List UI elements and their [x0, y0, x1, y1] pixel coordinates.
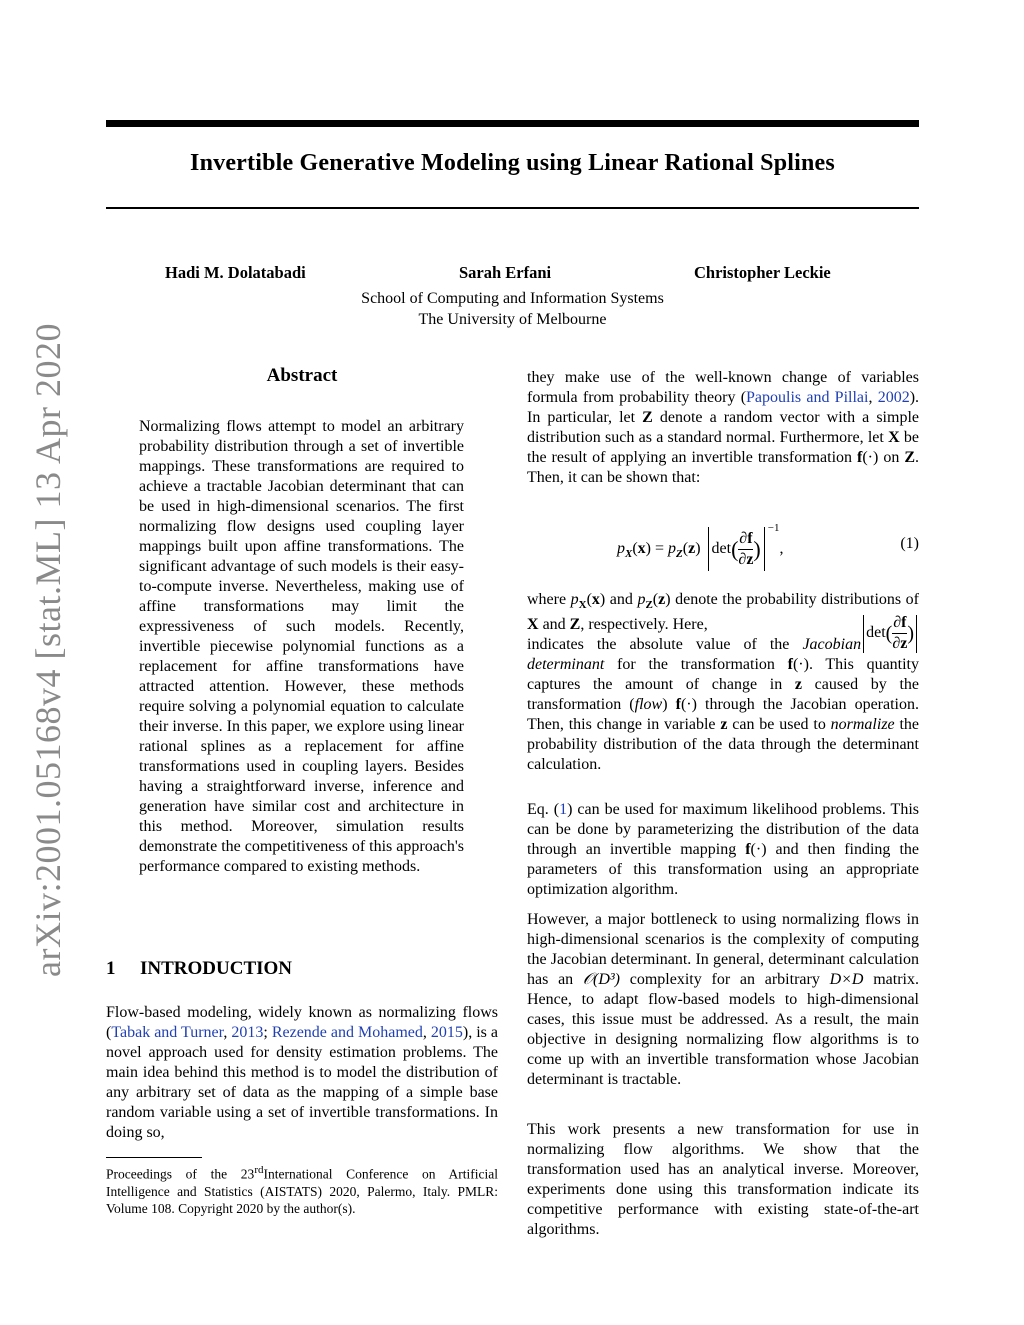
section-heading-introduction [106, 958, 292, 980]
right-paragraph-2: where $p_X(x)$ and $p_Z(z)$ denote the probability distributions of X and Z, respectively. Here, det( $\frac{\partial f}{\partial z}$ ) indicates the absolute value of the Jacobian determinant for the transformation f(·). This quantity captures the amount of change in z caused by the transformation (flow) f(·) through the Jacobian operation. Then, this change in variable z can be used to normalize the probability distribution of the data through the determinant calculation. [527, 591, 920, 774]
citation-year-2002[interactable]: 2002 [877, 389, 910, 406]
title-top-rule [106, 120, 919, 127]
equation-1 [527, 518, 919, 574]
intro-paragraph-1: Flow-based modeling, widely known as normalizing flows (Tabak and Turner, 2013; Rezende and Mohamed, 2015), is a novel approach used for density estimation problems. The main idea behind this method is to model the distribution of any arbitrary set of data as the mapping of a simple base random variable using a set of invertible transformations. In doing so, [106, 1004, 499, 1141]
equation-body: $p_X(x) = p_Z(z)$ det( $\frac{\partial f}{\partial z}$ )$^{-1}$, [617, 522, 783, 571]
footnote-rule [106, 1157, 202, 1158]
affiliation-line-2: The University of Melbourne [418, 311, 607, 328]
right-paragraph-5: This work presents a new transformation for use in normalizing flow algorithms. We show that the transformation used has an analytical inverse. Moreover, experiments done using this transformation indicate its competitive performance with existing state-of-the-art algorithms. [527, 1121, 919, 1238]
author-2: Sarah Erfani [459, 263, 552, 282]
citation-papoulis-pillai[interactable]: Papoulis and Pillai [746, 389, 869, 406]
footnote: Proceedings of the 23rdInternational Conference on Artificial Intelligence and Statistics (AISTATS) 2020, Palermo, Italy. PMLR: Volume 108. Copyright 2020 by the author(s). [106, 1164, 498, 1216]
author-3: Christopher Leckie [694, 263, 831, 282]
paper-title: Invertible Generative Modeling using Linear Rational Splines [190, 150, 835, 176]
author-1: Hadi M. Dolatabadi [165, 263, 306, 282]
abstract-heading: Abstract [266, 365, 338, 386]
section-number: 1 [106, 958, 116, 979]
citation-year-2015[interactable]: 2015 [430, 1024, 463, 1041]
affiliation-line-1: School of Computing and Information Systems [361, 290, 664, 307]
citation-year-2013[interactable]: 2013 [231, 1024, 264, 1041]
right-paragraph-4: However, a major bottleneck to using normalizing flows in high-dimensional scenarios is the complexity of computing the Jacobian determinant. In general, determinant calculation has an 𝒪(D³) complexity for an arbitrary D×D matrix. Hence, to adapt flow-based models to high-dimensional cases, this issue must be addressed. As a result, the main objective in designing normalizing flow algorithms is to come up with an invertible transformation whose Jacobian determinant is tractable. [527, 911, 919, 1088]
right-paragraph-1: they make use of the well-known change of variables formula from probability theory (Papoulis and Pillai, 2002). In particular, let Z denote a random vector with a simple distribution such as a standard normal. Furthermore, let X be the result of applying an invertible transformation f(·) on Z. Then, it can be shown that: [527, 369, 920, 486]
abstract-text: Normalizing flows attempt to model an arbitrary probability distribution through a set of invertible mappings. These transformations are required to achieve a tractable Jacobian determinant that can be used in high-dimensional scenarios. The first normalizing flow designs used coupling layer mappings built upon affine transformations. The significant advantage of such models is their easy-to-compute inverse. Nevertheless, making use of affine transformations may limit the expressiveness of such models. Recently, invertible piecewise polynomial functions as a replacement for affine transformations have attracted attention. However, these methods require solving a polynomial equation to calculate their inverse. In this paper, we explore using linear rational splines as a replacement for affine transformations used in coupling layers. Besides having a straightforward inverse, inference and generation have similar cost and architecture in this method. Moreover, simulation results demonstrate the competitiveness of this approach's performance compared to existing methods. [139, 418, 465, 875]
title-bottom-rule [106, 207, 919, 209]
citation-rezende-mohamed[interactable]: Rezende and Mohamed [271, 1024, 423, 1041]
equation-number: (1) [900, 535, 919, 552]
right-paragraph-3: Eq. (1) can be used for maximum likelihood problems. This can be done by parameterizing the distribution of the data through an invertible mapping f(·) and then finding the parameters of this transformation using an appropriate optimization algorithm. [527, 801, 919, 898]
citation-tabak-turner[interactable]: Tabak and Turner [111, 1024, 224, 1041]
equation-reference-1[interactable]: 1 [559, 801, 568, 818]
arxiv-stamp-text: arXiv:2001.05168v4 [stat.ML] 13 Apr 2020 [28, 323, 68, 977]
section-title: INTRODUCTION [140, 958, 293, 979]
